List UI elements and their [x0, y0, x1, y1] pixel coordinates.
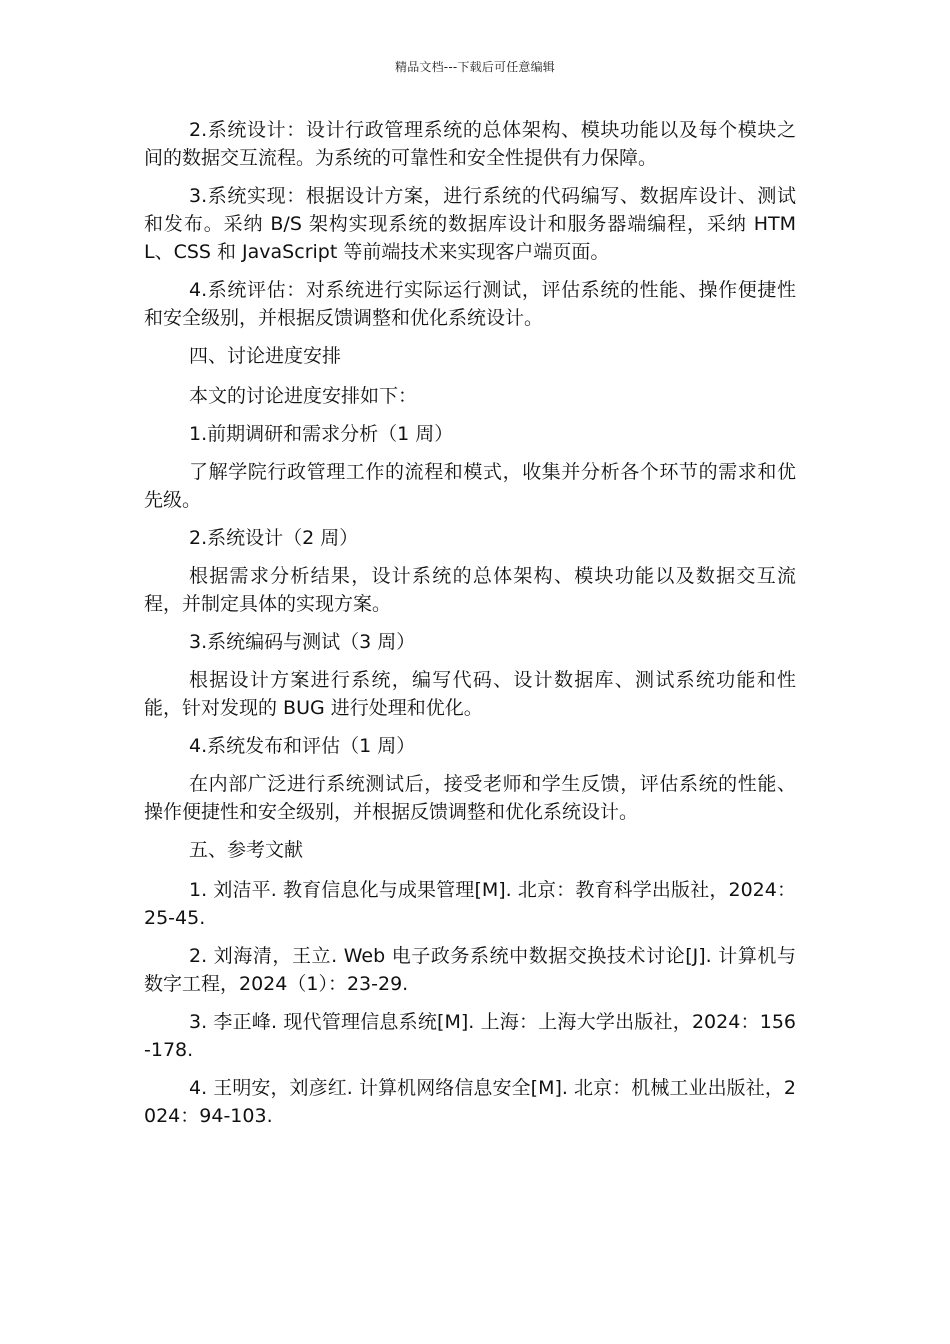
section-heading-references: 五、参考文献	[189, 839, 304, 861]
schedule-item-2-body: 根据需求分析结果，设计系统的总体架构、模块功能以及数据交互流程，并制定具体的实现方案。	[144, 565, 796, 615]
paragraph-system-implementation: 3.系统实现：根据设计方案，进行系统的代码编写、数据库设计、测试和发布。采纳 B/S 架构实现系统的数据库设计和服务器端编程，采纳 HTML、CSS 和 JavaScript 等前端技术来实现客户端页面。	[144, 185, 796, 263]
schedule-item-3-title: 3.系统编码与测试（3 周）	[189, 631, 416, 653]
paragraph-schedule-intro: 本文的讨论进度安排如下：	[189, 385, 418, 407]
schedule-item-1-title: 1.前期调研和需求分析（1 周）	[189, 423, 454, 445]
schedule-item-4-body: 在内部广泛进行系统测试后，接受老师和学生反馈，评估系统的性能、操作便捷性和安全级别，并根据反馈调整和优化系统设计。	[144, 773, 796, 823]
reference-1: 1. 刘洁平. 教育信息化与成果管理[M]. 北京：教育科学出版社，2024：25-45.	[144, 879, 796, 929]
reference-2: 2. 刘海清，王立. Web 电子政务系统中数据交换技术讨论[J]. 计算机与数字工程，2024（1）：23-29.	[144, 945, 796, 995]
schedule-item-2-title: 2.系统设计（2 周）	[189, 527, 359, 549]
reference-4: 4. 王明安，刘彦红. 计算机网络信息安全[M]. 北京：机械工业出版社，2024：94-103.	[144, 1077, 796, 1127]
schedule-item-1-body: 了解学院行政管理工作的流程和模式，收集并分析各个环节的需求和优先级。	[144, 461, 796, 511]
section-heading-schedule: 四、讨论进度安排	[189, 345, 342, 367]
reference-3: 3. 李正峰. 现代管理信息系统[M]. 上海：上海大学出版社，2024：156-178.	[144, 1011, 796, 1061]
paragraph-system-evaluation: 4.系统评估：对系统进行实际运行测试，评估系统的性能、操作便捷性和安全级别，并根据反馈调整和优化系统设计。	[144, 279, 796, 329]
schedule-item-4-title: 4.系统发布和评估（1 周）	[189, 735, 416, 757]
document-body	[144, 116, 796, 1140]
paragraph-system-design: 2.系统设计：设计行政管理系统的总体架构、模块功能以及每个模块之间的数据交互流程。为系统的可靠性和安全性提供有力保障。	[144, 119, 796, 169]
page-header: 精品文档---下载后可任意编辑	[395, 60, 555, 74]
schedule-item-3-body: 根据设计方案进行系统，编写代码、设计数据库、测试系统功能和性能，针对发现的 BUG 进行处理和优化。	[144, 669, 796, 719]
